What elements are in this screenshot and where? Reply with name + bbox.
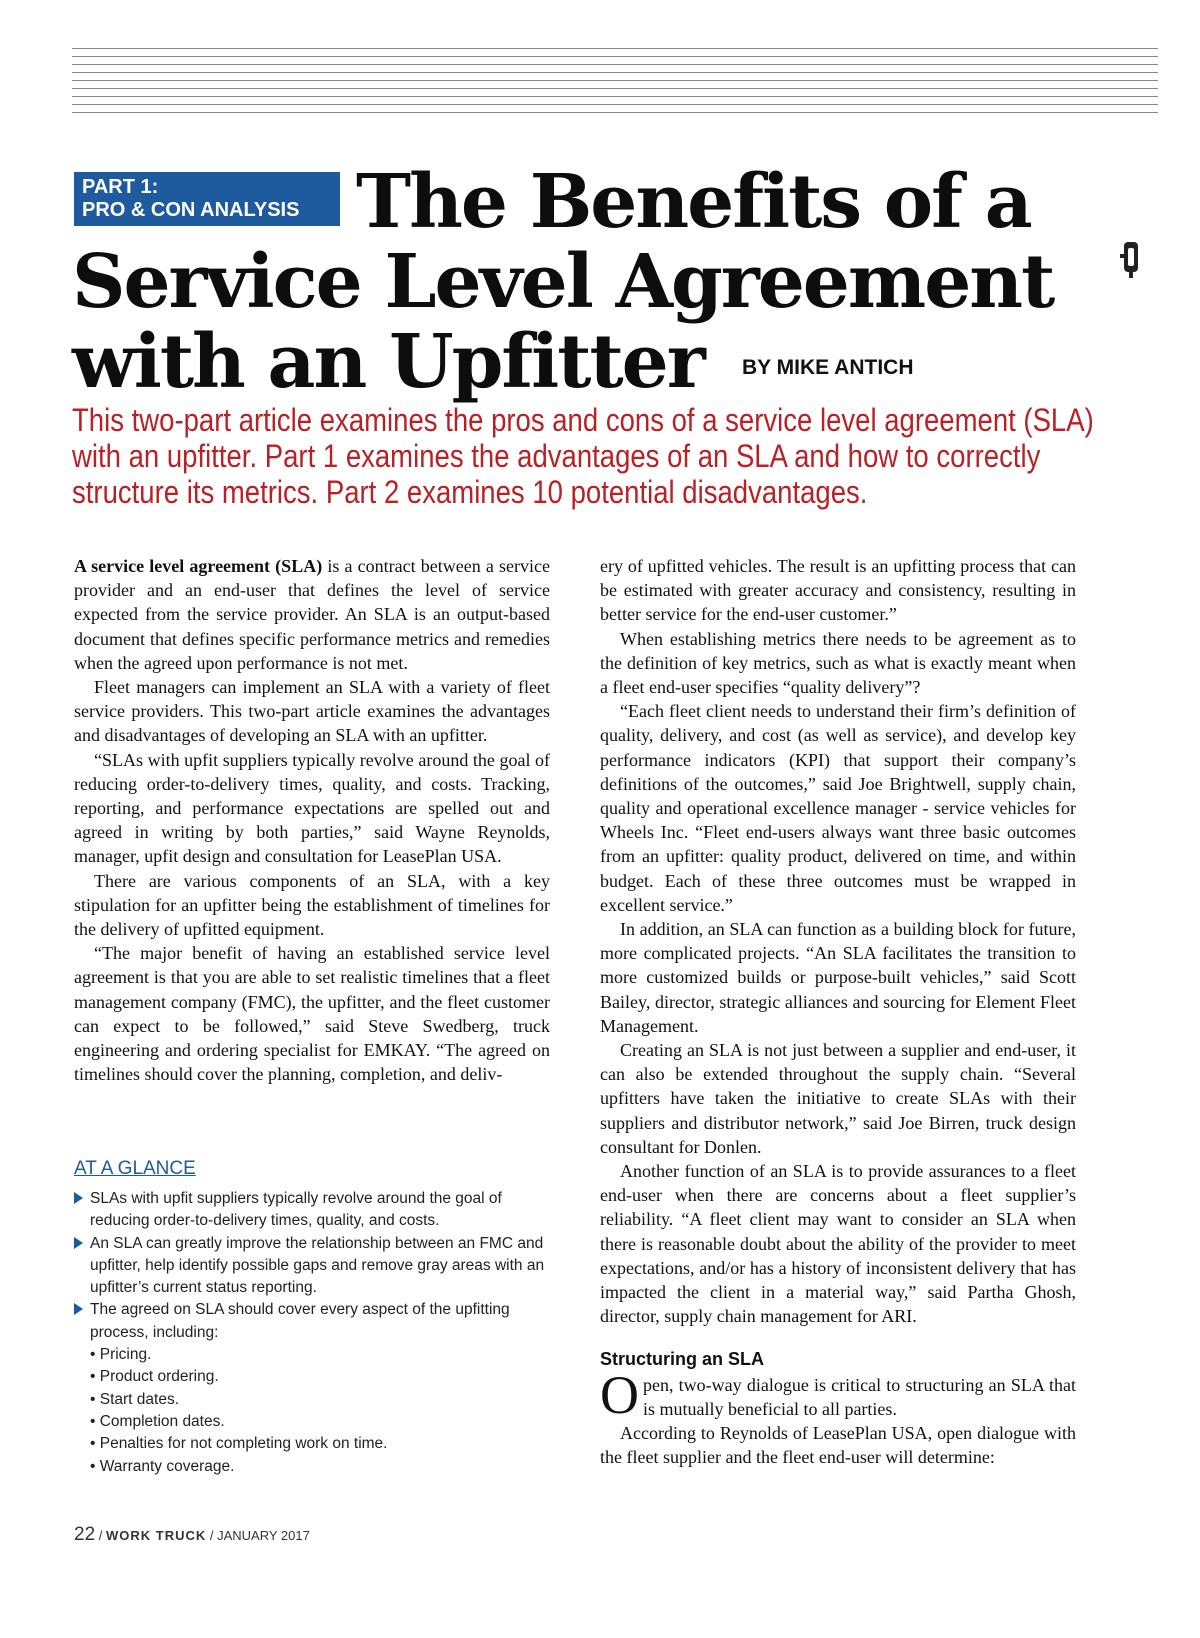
triangle-bullet-icon bbox=[74, 1192, 83, 1204]
paragraph: ery of upfitted vehicles. The result is an upfitting process that can be estimated with greater accuracy and consistency, resulting in better service for the end-user customer.” bbox=[600, 556, 1076, 625]
badge-line-2: PRO & CON ANALYSIS bbox=[82, 199, 300, 221]
column-left bbox=[74, 554, 550, 1086]
magazine-name: WORK TRUCK bbox=[105, 1528, 207, 1543]
title-line-1: The Benefits of a bbox=[356, 159, 1031, 245]
page-number: 22 bbox=[74, 1524, 96, 1545]
paragraph: In addition, an SLA can function as a building block for future, more complicated projects. “An SLA facilitates the transition to more customized builds or purpose-built vehicles,” said Scott Bailey, director, strategic alliances and sourcing for Element Fleet Management. bbox=[600, 919, 1076, 1036]
badge-line-1: PART 1: bbox=[82, 176, 159, 198]
page-footer: 22 / WORK TRUCK / JANUARY 2017 bbox=[74, 1524, 310, 1545]
title-line-2: Service Level Agreement bbox=[72, 239, 1054, 325]
issue-date: JANUARY 2017 bbox=[217, 1528, 310, 1543]
glance-bullet: The agreed on SLA should cover every aspect of the upfitting process, including: bbox=[74, 1299, 554, 1344]
glance-subitem: • Warranty coverage. bbox=[90, 1457, 235, 1475]
column-right bbox=[600, 554, 1076, 1470]
lead-rest: is a contract between a service provider and an end-user that defines the level of service expected from the service provider. An SLA is an output-based document that defines specific performance metrics and remedies when the agreed upon performance is not met. bbox=[74, 556, 550, 673]
glance-heading: AT A GLANCE bbox=[74, 1158, 196, 1179]
paragraph: “The major benefit of having an established service level agreement is that you are able to set realistic timelines that a fleet management company (FMC), the upfitter, and the fleet customer can expect to be followed,” said Steve Swedberg, truck engineering and ordering specialist for EMKAY. “The agreed on timelines should cover the planning, completion, and deliv- bbox=[74, 943, 550, 1085]
lead-bold: A service level agreement (SLA) bbox=[74, 556, 323, 576]
part-badge bbox=[74, 172, 340, 226]
dropcap-paragraph: Open, two-way dialogue is critical to structuring an SLA that is mutually beneficial to all parties. bbox=[600, 1364, 1076, 1425]
header-rules bbox=[72, 48, 1158, 120]
glance-subitem: • Start dates. bbox=[90, 1390, 179, 1408]
section-heading: Structuring an SLA bbox=[600, 1348, 765, 1369]
drop-cap: O bbox=[600, 1364, 639, 1425]
glance-subitem: • Pricing. bbox=[90, 1346, 152, 1364]
glance-subitem: • Product ordering. bbox=[90, 1368, 219, 1386]
at-a-glance-box bbox=[74, 1158, 554, 1478]
article-dek: This two-part article examines the pros and cons of a service level agreement (SLA) with an upfitter. Part 1 examines the advantages of an SLA and how to correctly structure its metrics. Part 2 examines 10 potential disadvantages. bbox=[72, 402, 1094, 510]
triangle-bullet-icon bbox=[74, 1303, 83, 1315]
paragraph: Fleet managers can implement an SLA with a variety of fleet service providers. This two-part article examines the advantages and disadvantages of developing an SLA with an upfitter. bbox=[74, 677, 550, 746]
paragraph: According to Reynolds of LeasePlan USA, open dialogue with the fleet supplier and the fleet end-user will determine: bbox=[600, 1423, 1076, 1468]
paragraph: When establishing metrics there needs to be agreement as to the definition of key metrics, such as what is exactly meant when a fleet end-user specifies “quality delivery”? bbox=[600, 628, 1076, 698]
truck-mirror-icon bbox=[1120, 240, 1142, 280]
glance-bullet: An SLA can greatly improve the relationship between an FMC and upfitter, help identify possible gaps and remove gray areas with an upfitter’s current status reporting. bbox=[74, 1233, 554, 1300]
glance-bullet: SLAs with upfit suppliers typically revolve around the goal of reducing order-to-delivery times, quality, and costs. bbox=[74, 1188, 554, 1233]
paragraph: Another function of an SLA is to provide assurances to a fleet end-user when there are concerns about a fleet supplier’s reliability. “A fleet client may want to consider an SLA when there is reasonable doubt about the ability of the provider to meet expectations, and/or has a history of inconsistent delivery that has impacted the client in a material way,” said Partha Ghosh, director, supply chain management for ARI. bbox=[600, 1161, 1076, 1327]
byline: BY MIKE ANTICH bbox=[742, 356, 914, 379]
glance-subitem: • Completion dates. bbox=[90, 1412, 225, 1430]
glance-list bbox=[74, 1188, 554, 1478]
paragraph: “Each fleet client needs to understand their firm’s definition of quality, delivery, and cost (as well as service), and develop key performance indicators (KPI) that support their company’s definitions of the outcomes,” said Joe Brightwell, supply chain, quality and operational excellence manager - service vehicles for Wheels Inc. “Fleet end-users always want three basic outcomes from an upfitter: quality product, delivered on time, and within budget. Each of these three outcomes must be wrapped in excellent service.” bbox=[600, 701, 1076, 915]
lead-paragraph bbox=[74, 554, 550, 675]
paragraph: “SLAs with upfit suppliers typically revolve around the goal of reducing order-to-delivery times, quality, and costs. Tracking, reporting, and performance expectations are spelled out and agreed in writing by both parties,” said Wayne Reynolds, manager, upfit design and consultation for LeasePlan USA. bbox=[74, 749, 550, 867]
paragraph: There are various components of an SLA, with a key stipulation for an upfitter being the establishment of timelines for the delivery of upfitted equipment. bbox=[74, 870, 550, 940]
paragraph: Creating an SLA is not just between a supplier and end-user, it can also be extended throughout the supply chain. “Several upfitters have taken the initiative to create SLAs with their suppliers and distributor network,” said Joe Birren, truck design consultant for Donlen. bbox=[600, 1040, 1076, 1157]
title-line-3: with an Upfitter bbox=[72, 319, 704, 405]
glance-subitem: • Penalties for not completing work on time. bbox=[90, 1435, 388, 1453]
triangle-bullet-icon bbox=[74, 1237, 83, 1249]
